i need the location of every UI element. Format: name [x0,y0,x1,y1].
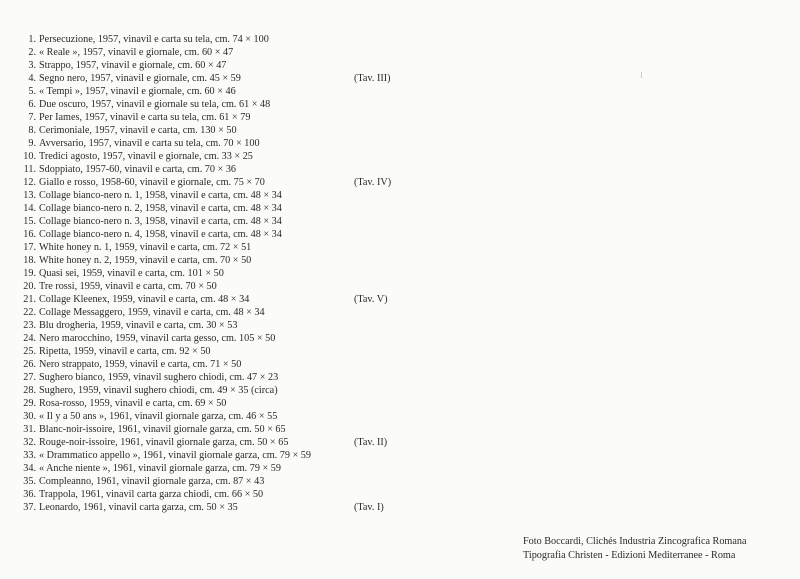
item-number: 20. [23,281,36,292]
item-description: Collage bianco-nero n. 3, 1958, vinavil e carta, cm. 48 × 34 [39,216,282,227]
plate-reference: (Tav. V) [354,294,388,305]
item-number: 17. [23,242,36,253]
item-number: 33. [23,450,36,461]
item-number: 21. [23,294,36,305]
list-item [14,449,434,462]
item-number: 25. [23,346,36,357]
item-number: 27. [23,372,36,383]
plate-reference: (Tav. IV) [354,177,392,188]
item-description: Due oscuro, 1957, vinavil e giornale su tela, cm. 61 × 48 [39,99,271,110]
plate-reference: (Tav. II) [354,437,388,448]
item-number: 15. [23,216,36,227]
item-number: 11. [23,164,36,175]
item-description: « Drammatico appello », 1961, vinavil giornale garza, cm. 79 × 59 [39,450,311,461]
page-mark [641,72,642,78]
list-item [14,267,434,280]
list-item [14,358,434,371]
list-item [14,72,434,85]
item-description: White honey n. 2, 1959, vinavil e carta, cm. 70 × 50 [39,255,252,266]
item-number: 12. [23,177,36,188]
item-description: Sughero, 1959, vinavil sughero chiodi, cm. 49 × 35 (circa) [39,385,278,396]
list-item [14,462,434,475]
item-number: 1. [28,34,36,45]
list-item [14,46,434,59]
list-item [14,85,434,98]
list-item [14,488,434,501]
item-description: Nero strappato, 1959, vinavil e carta, cm. 71 × 50 [39,359,242,370]
list-item [14,293,434,306]
item-number: 32. [23,437,36,448]
item-number: 16. [23,229,36,240]
list-item [14,306,434,319]
list-item [14,345,434,358]
item-description: Cerimoniale, 1957, vinavil e carta, cm. 130 × 50 [39,125,237,136]
item-description: « Il y a 50 ans », 1961, vinavil giornale garza, cm. 46 × 55 [39,411,278,422]
item-description: Per Iames, 1957, vinavil e carta su tela, cm. 61 × 79 [39,112,251,123]
list-item [14,189,434,202]
item-number: 34. [23,463,36,474]
item-description: Collage bianco-nero n. 1, 1958, vinavil e carta, cm. 48 × 34 [39,190,282,201]
list-item [14,33,434,46]
item-description: Collage bianco-nero n. 4, 1958, vinavil e carta, cm. 48 × 34 [39,229,282,240]
item-number: 9. [28,138,36,149]
item-description: Compleanno, 1961, vinavil giornale garza, cm. 87 × 43 [39,476,265,487]
list-item [14,202,434,215]
item-description: Ripetta, 1959, vinavil e carta, cm. 92 × 50 [39,346,211,357]
list-item [14,501,434,514]
plate-reference: (Tav. I) [354,502,384,513]
list-item [14,332,434,345]
list-item [14,397,434,410]
item-description: Persecuzione, 1957, vinavil e carta su tela, cm. 74 × 100 [39,34,269,45]
item-description: Quasi sei, 1959, vinavil e carta, cm. 101 × 50 [39,268,224,279]
item-number: 8. [28,125,36,136]
item-number: 26. [23,359,36,370]
item-description: Trappola, 1961, vinavil carta garza chiodi, cm. 66 × 50 [39,489,264,500]
item-number: 24. [23,333,36,344]
item-description: « Anche niente », 1961, vinavil giornale garza, cm. 79 × 59 [39,463,281,474]
list-item [14,384,434,397]
list-item [14,228,434,241]
list-item [14,163,434,176]
list-item [14,371,434,384]
list-item [14,59,434,72]
item-number: 14. [23,203,36,214]
list-item [14,215,434,228]
list-item [14,111,434,124]
list-item [14,254,434,267]
item-description: « Tempi », 1957, vinavil e giornale, cm. 60 × 46 [39,86,236,97]
item-number: 30. [23,411,36,422]
item-number: 28. [23,385,36,396]
item-description: Leonardo, 1961, vinavil carta garza, cm. 50 × 35 [39,502,238,513]
list-item [14,410,434,423]
list-item [14,150,434,163]
item-description: Rosa-rosso, 1959, vinavil e carta, cm. 69 × 50 [39,398,227,409]
list-item [14,137,434,150]
credits-line-1: Foto Boccardi, Clichés Industria Zincografica Romana [523,536,747,547]
list-item [14,436,434,449]
item-number: 22. [23,307,36,318]
item-number: 2. [28,47,36,58]
list-item [14,124,434,137]
item-number: 19. [23,268,36,279]
item-description: Blu drogheria, 1959, vinavil e carta, cm. 30 × 53 [39,320,238,331]
credits-line-2: Tipografia Christen - Edizioni Mediterranee - Roma [523,550,736,561]
item-number: 18. [23,255,36,266]
item-number: 31. [23,424,36,435]
item-description: Giallo e rosso, 1958-60, vinavil e giornale, cm. 75 × 70 [39,177,265,188]
item-number: 13. [23,190,36,201]
item-number: 5. [28,86,36,97]
item-description: Collage Messaggero, 1959, vinavil e carta, cm. 48 × 34 [39,307,265,318]
item-description: Collage bianco-nero n. 2, 1958, vinavil e carta, cm. 48 × 34 [39,203,282,214]
item-number: 23. [23,320,36,331]
item-description: Rouge-noir-issoire, 1961, vinavil giornale garza, cm. 50 × 65 [39,437,289,448]
item-description: Blanc-noir-issoire, 1961, vinavil giornale garza, cm. 50 × 65 [39,424,286,435]
item-description: Avversario, 1957, vinavil e carta su tela, cm. 70 × 100 [39,138,260,149]
item-description: Collage Kleenex, 1959, vinavil e carta, cm. 48 × 34 [39,294,250,305]
item-number: 3. [28,60,36,71]
item-number: 35. [23,476,36,487]
item-number: 7. [28,112,36,123]
item-number: 4. [28,73,36,84]
credits [523,535,747,563]
list-item [14,319,434,332]
item-description: « Reale », 1957, vinavil e giornale, cm. 60 × 47 [39,47,234,58]
list-item [14,176,434,189]
item-description: Strappo, 1957, vinavil e giornale, cm. 60 × 47 [39,60,227,71]
item-number: 36. [23,489,36,500]
item-number: 29. [23,398,36,409]
item-description: Segno nero, 1957, vinavil e giornale, cm. 45 × 59 [39,73,241,84]
list-item [14,423,434,436]
item-description: Sughero bianco, 1959, vinavil sughero chiodi, cm. 47 × 23 [39,372,279,383]
item-number: 37. [23,502,36,513]
list-item [14,98,434,111]
item-description: Tre rossi, 1959, vinavil e carta, cm. 70 × 50 [39,281,217,292]
item-description: Tredici agosto, 1957, vinavil e giornale, cm. 33 × 25 [39,151,253,162]
list-item [14,475,434,488]
item-number: 6. [28,99,36,110]
list-item [14,280,434,293]
works-list [14,33,434,514]
item-description: White honey n. 1, 1959, vinavil e carta, cm. 72 × 51 [39,242,252,253]
item-description: Nero marocchino, 1959, vinavil carta gesso, cm. 105 × 50 [39,333,276,344]
plate-reference: (Tav. III) [354,73,391,84]
list-item [14,241,434,254]
item-description: Sdoppiato, 1957-60, vinavil e carta, cm. 70 × 36 [39,164,237,175]
item-number: 10. [23,151,36,162]
